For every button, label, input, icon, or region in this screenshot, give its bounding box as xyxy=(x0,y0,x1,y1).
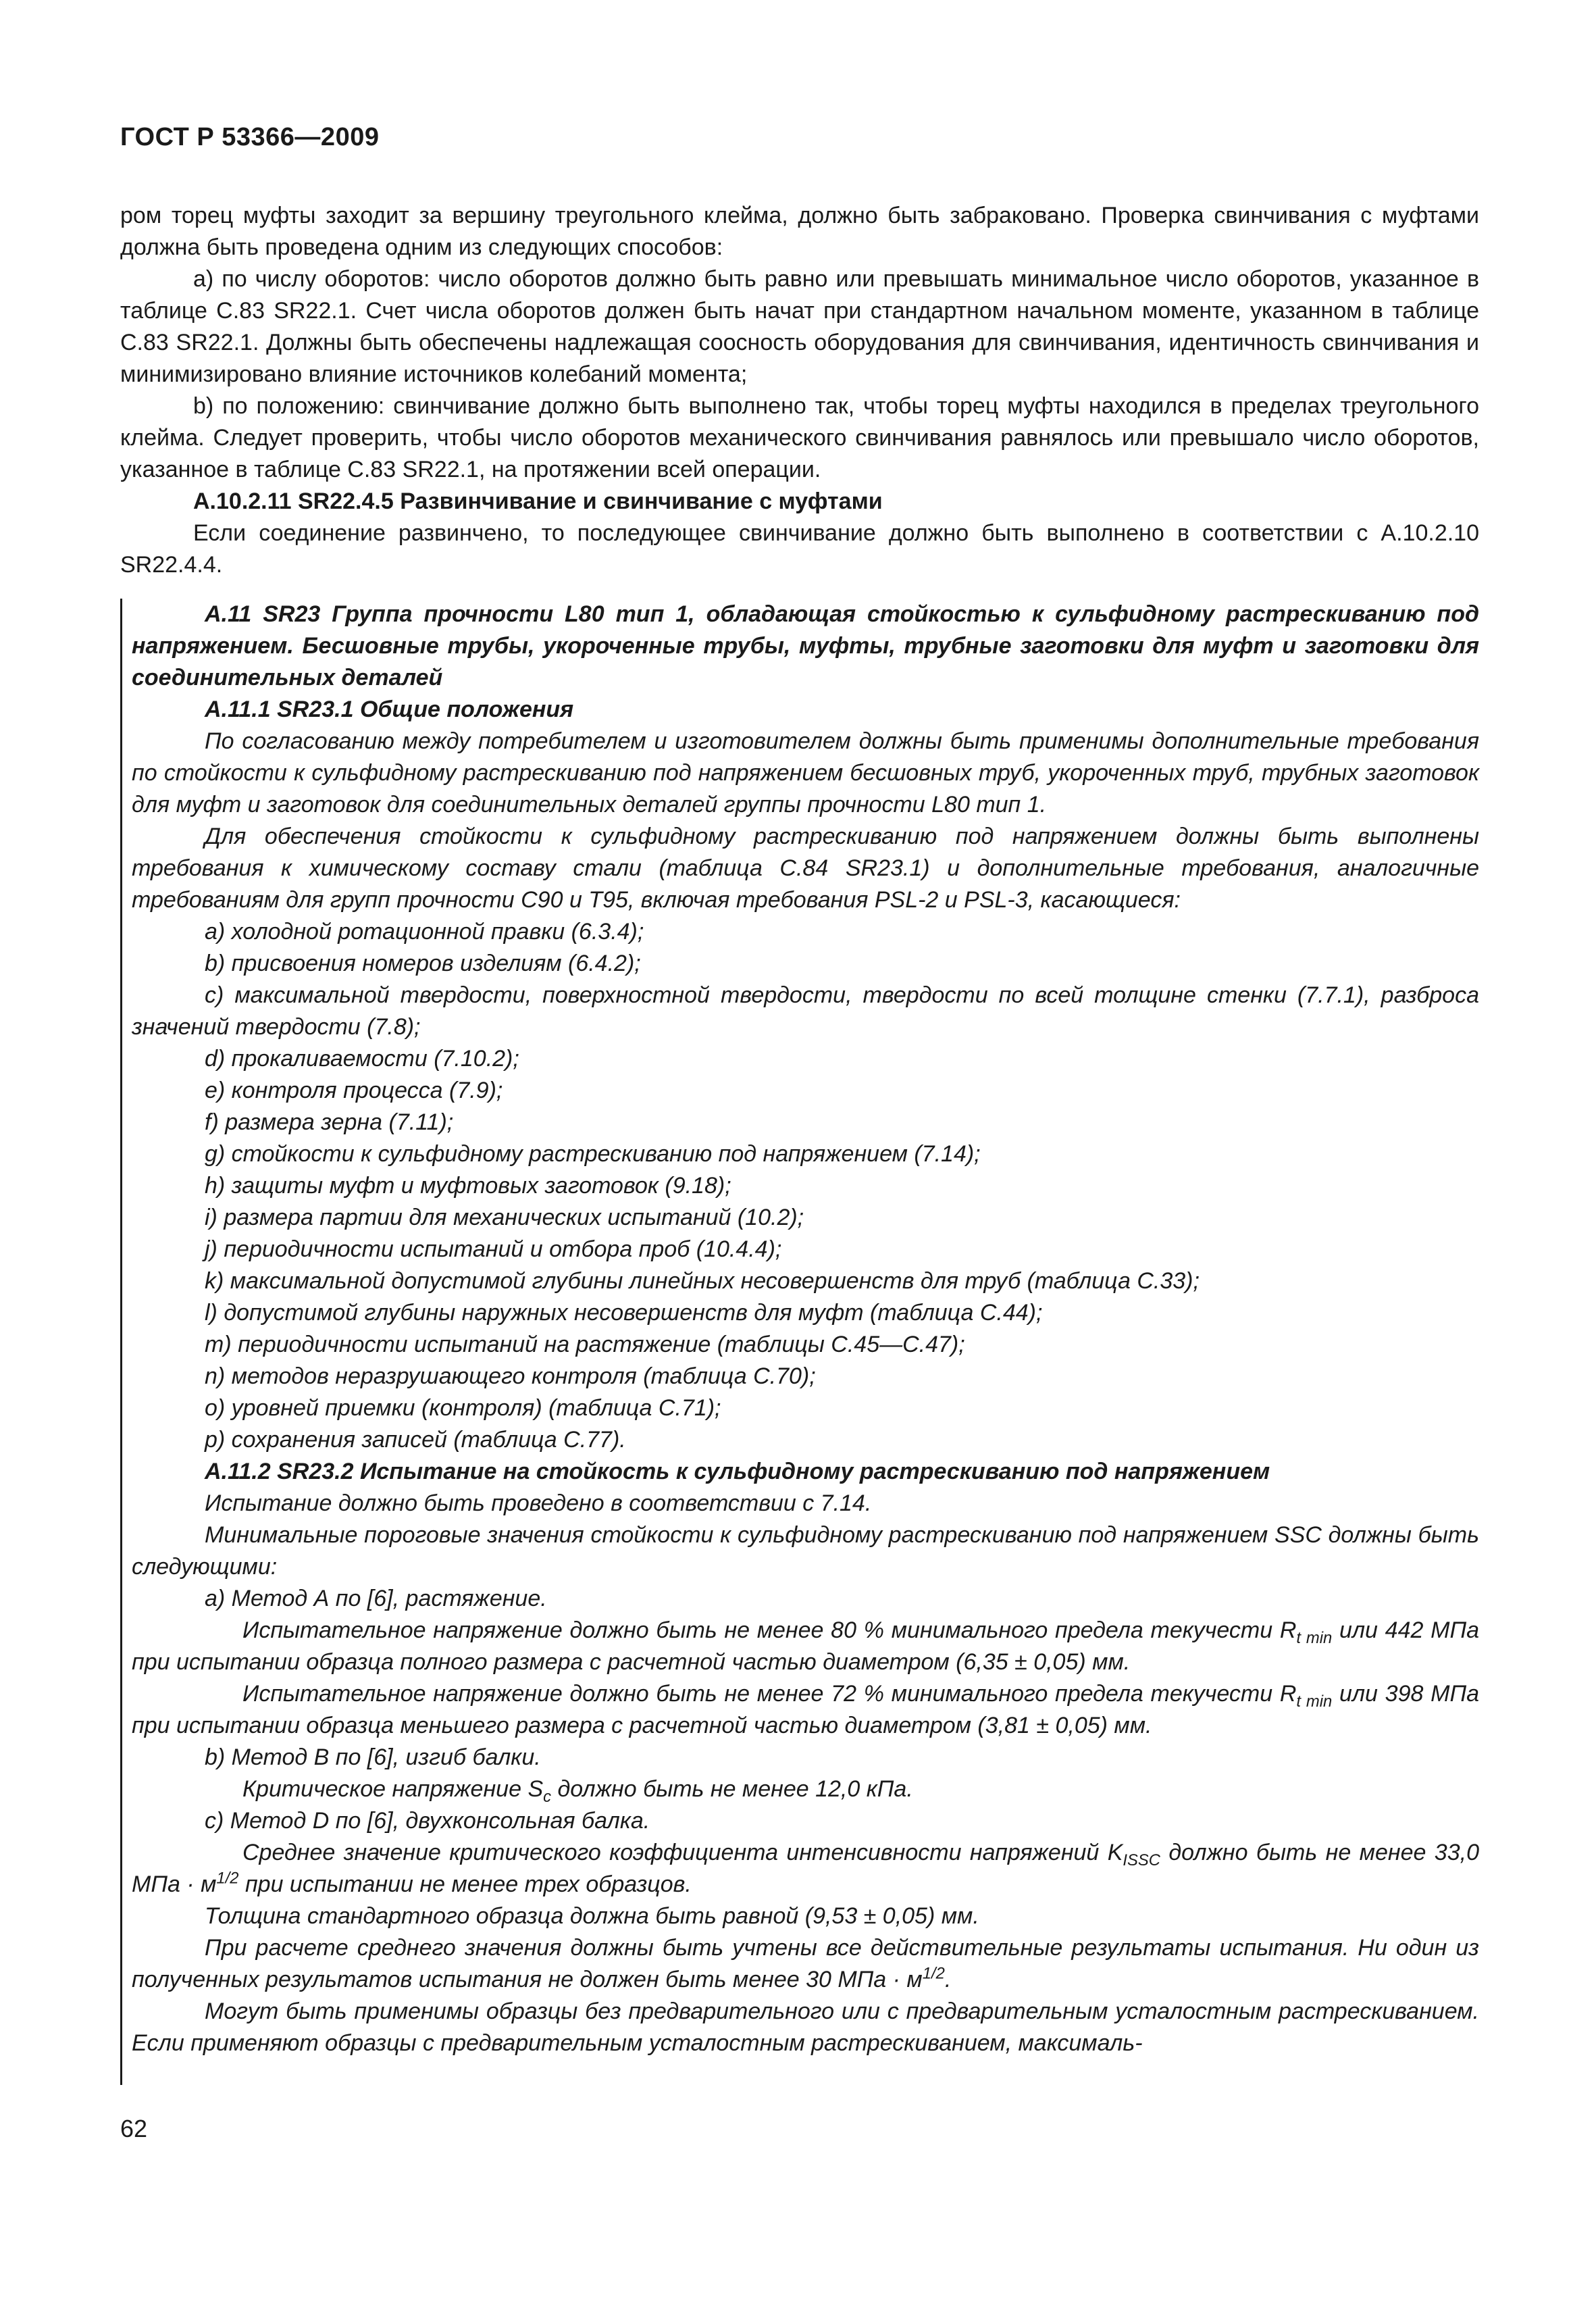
text: Среднее значение критического коэффициента интенсивности напряжений K xyxy=(242,1840,1123,1865)
list-item: а) по числу оборотов: число оборотов должно быть равно или превышать минимальное число оборотов, указанное в таблице С.83 SR22.1. Счет числа оборотов должен быть начат при стандартном начальном моменте, указанном в таблице С.83 SR22.1. Должны быть обеспечены надлежащая соосность оборудования для свинчивания, идентичность свинчивания и минимизировано влияние источников колебаний момента; xyxy=(120,266,1479,387)
text: или 442 МПа при испытании образца полного размера с расчетной частью диаметром (6,35 ± 0,05) мм. xyxy=(132,1617,1479,1675)
text: Испытательное напряжение должно быть не менее 80 % минимального предела текучести R xyxy=(242,1617,1297,1643)
list-item: f) размера зерна (7.11); xyxy=(205,1109,454,1135)
document-code-header: ГОСТ Р 53366—2009 xyxy=(120,123,380,151)
list-item: l) допустимой глубины наружных несовершенств для муфт (таблица С.44); xyxy=(205,1300,1043,1326)
method-b-label: b) Метод В по [6], изгиб балки. xyxy=(205,1744,541,1770)
method-c-label: с) Метод D по [6], двухконсольная балка. xyxy=(205,1808,650,1834)
paragraph xyxy=(132,1932,1479,1996)
paragraph: Минимальные пороговые значения стойкости к сульфидному растрескиванию под напряжением SSC должны быть следующими: xyxy=(132,1522,1479,1580)
list-item: i) размера партии для механических испытаний (10.2); xyxy=(205,1205,804,1230)
list-item: g) стойкости к сульфидному растрескиванию под напряжением (7.14); xyxy=(205,1141,981,1167)
section-a11-changed-block xyxy=(120,599,1479,2085)
subscript: t min xyxy=(1296,1692,1333,1711)
text: должно быть не менее 33,0 МПа · м xyxy=(132,1840,1479,1897)
subscript: ISSC xyxy=(1123,1851,1160,1869)
subsection-heading: А.11.2 SR23.2 Испытание на стойкость к сульфидному растрескиванию под напряжением xyxy=(205,1459,1270,1484)
list-item: k) максимальной допустимой глубины линейных несовершенств для труб (таблица С.33); xyxy=(205,1268,1200,1294)
list-item: h) защиты муфт и муфтовых заготовок (9.18); xyxy=(205,1173,731,1199)
text: Испытательное напряжение должно быть не менее 72 % минимального предела текучести R xyxy=(242,1681,1297,1707)
method-b-requirement xyxy=(132,1774,1479,1805)
section-a10-continuation xyxy=(120,200,1479,581)
section-heading: А.10.2.11 SR22.4.5 Развинчивание и свинчивание с муфтами xyxy=(193,488,883,514)
subsection-heading: А.11.1 SR23.1 Общие положения xyxy=(205,697,574,722)
list-item: а) холодной ротационной правки (6.3.4); xyxy=(205,919,644,945)
paragraph: Толщина стандартного образца должна быть равной (9,53 ± 0,05) мм. xyxy=(205,1903,979,1929)
method-a-requirement-2 xyxy=(132,1678,1479,1742)
text: или 398 МПа при испытании образца меньшего размера с расчетной частью диаметром (3,81 ± 0,05) мм. xyxy=(132,1681,1479,1738)
list-item: n) методов неразрушающего контроля (таблица С.70); xyxy=(205,1363,816,1389)
paragraph: По согласованию между потребителем и изготовителем должны быть применимы дополнительные требования по стойкости к сульфидному растрескиванию под напряжением бесшовных труб, укороченных труб, трубных заготовок для муфт и заготовок для соединительных деталей группы прочности L80 тип 1. xyxy=(132,728,1479,818)
paragraph: Если соединение развинчено, то последующее свинчивание должно быть выполнено в соответствии с А.10.2.10 SR22.4.4. xyxy=(120,520,1479,578)
text: при испытании не менее трех образцов. xyxy=(238,1871,692,1897)
paragraph: Для обеспечения стойкости к сульфидному растрескиванию под напряжением должны быть выполнены требования к химическому составу стали (таблица С.84 SR23.1) и дополнительные требования, аналогичные требованиям для групп прочности С90 и Т95, включая требования PSL-2 и PSL-3, касающиеся: xyxy=(132,824,1479,913)
list-item: m) периодичности испытаний на растяжение (таблицы С.45—С.47); xyxy=(205,1332,965,1357)
list-item: с) максимальной твердости, поверхностной твердости, твердости по всей толщине стенки (7.7.1), разброса значений твердости (7.8); xyxy=(132,982,1479,1040)
list-item: b) по положению: свинчивание должно быть выполнено так, чтобы торец муфты находился в пределах треугольного клейма. Следует проверить, чтобы число оборотов механического свинчивания равнялось или превышало число оборотов, указанное в таблице С.83 SR22.1, на протяжении всей операции. xyxy=(120,393,1479,482)
method-a-requirement-1 xyxy=(132,1615,1479,1678)
paragraph: Могут быть применимы образцы без предварительного или с предварительным усталостным растрескиванием. Если применяют образцы с предварительным усталостным растрескиванием, максималь- xyxy=(132,1998,1479,2056)
superscript: 1/2 xyxy=(922,1964,945,1983)
page-number: 62 xyxy=(120,2115,148,2142)
method-a-label: а) Метод А по [6], растяжение. xyxy=(205,1586,547,1611)
paragraph: ром торец муфты заходит за вершину треугольного клейма, должно быть забраковано. Проверка свинчивания с муфтами должна быть проведена одним из следующих способов: xyxy=(120,203,1479,260)
superscript: 1/2 xyxy=(216,1869,239,1888)
text: . xyxy=(944,1967,952,1992)
text: Критическое напряжение S xyxy=(242,1776,544,1802)
subscript: t min xyxy=(1296,1628,1333,1647)
section-title: А.11 SR23 Группа прочности L80 тип 1, обладающая стойкостью к сульфидному растрескиванию под напряжением. Бесшовные трубы, укороченные трубы, муфты, трубные заготовки для муфт и заготовки для соединительных деталей xyxy=(132,601,1479,690)
list-item: р) сохранения записей (таблица С.77). xyxy=(205,1427,626,1453)
list-item: о) уровней приемки (контроля) (таблица С.71); xyxy=(205,1395,721,1421)
text: должно быть не менее 12,0 кПа. xyxy=(551,1776,913,1802)
paragraph: Испытание должно быть проведено в соответствии с 7.14. xyxy=(205,1490,872,1516)
list-item: j) периодичности испытаний и отбора проб (10.4.4); xyxy=(205,1236,782,1262)
method-c-requirement xyxy=(132,1837,1479,1901)
list-item: е) контроля процесса (7.9); xyxy=(205,1078,503,1103)
list-item: d) прокаливаемости (7.10.2); xyxy=(205,1046,519,1072)
list-item: b) присвоения номеров изделиям (6.4.2); xyxy=(205,951,641,976)
subscript: c xyxy=(543,1787,552,1806)
text: При расчете среднего значения должны быть учтены все действительные результаты испытания. Ни один из полученных результатов испытания не должен быть менее 30 МПа · м xyxy=(132,1935,1479,1992)
